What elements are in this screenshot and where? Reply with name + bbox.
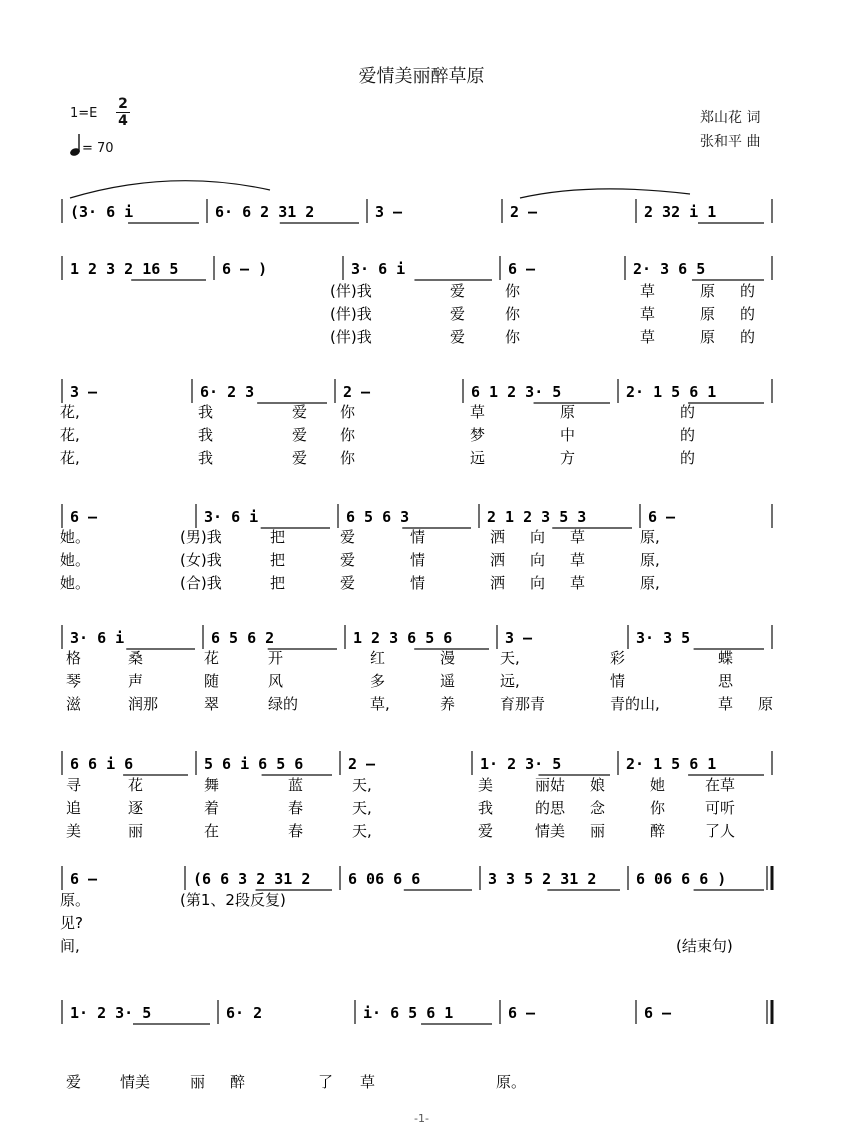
lyric-word: 红 xyxy=(370,649,386,667)
lyric-word: 草 xyxy=(470,403,486,421)
lyric-word: 洒 xyxy=(490,551,506,569)
lyric-word: 草, xyxy=(370,695,390,713)
lyric-word: 草 xyxy=(570,574,586,592)
lyric-word: 情美 xyxy=(535,822,566,840)
lyricist-credit: 郑山花 词 xyxy=(700,110,761,126)
lyric-word: 多 xyxy=(370,672,386,690)
lyric-word: 风 xyxy=(268,672,284,690)
measure-notes: 5 6 i 6 5 6 xyxy=(204,755,304,773)
lyric-word: (伴)我 xyxy=(330,282,372,300)
lyric-word: 原, xyxy=(640,551,660,569)
lyric-word: 原 xyxy=(758,695,774,713)
lyric-word: 漫 xyxy=(440,649,456,667)
lyric-word: 了 xyxy=(318,1073,334,1091)
lyric-word: 格 xyxy=(66,649,82,667)
lyric-word: 天, xyxy=(352,776,372,794)
lyric-word: 爱 xyxy=(450,305,466,323)
lyric-word: 间, xyxy=(60,937,80,955)
measure-notes: 2 – xyxy=(348,755,376,773)
lyric-word: 美 xyxy=(66,822,82,840)
lyric-word: (结束句) xyxy=(676,937,733,955)
lyric-word: 情 xyxy=(610,672,626,690)
measure-notes: 6 – ) xyxy=(222,260,268,278)
measure-notes: i· 6 5 6 1 xyxy=(363,1004,454,1022)
lyric-word: 情 xyxy=(410,574,426,592)
lyric-word: 爱 xyxy=(450,282,466,300)
measure-notes: 6· 6 2 31 2 xyxy=(215,203,315,221)
measure-notes: 2 – xyxy=(343,383,371,401)
lyric-word: 梦 xyxy=(470,426,486,444)
measure-notes: 2 1 2 3 5 3 xyxy=(487,508,587,526)
lyric-word: 她。 xyxy=(60,551,91,569)
lyric-word: 你 xyxy=(505,282,521,300)
lyric-word: 丽 xyxy=(590,822,606,840)
lyric-word: 花 xyxy=(204,649,220,667)
lyric-word: 向 xyxy=(530,574,546,592)
lyric-word: 春 xyxy=(288,799,304,817)
slur-arc xyxy=(520,189,690,198)
lyric-word: 草 xyxy=(640,328,656,346)
lyric-word: 洒 xyxy=(490,574,506,592)
lyric-word: 绿的 xyxy=(268,695,299,713)
lyric-word: 随 xyxy=(204,672,220,690)
lyric-word: 情美 xyxy=(120,1073,151,1091)
lyric-word: 洒 xyxy=(490,528,506,546)
lyric-word: 你 xyxy=(340,403,356,421)
lyric-word: 把 xyxy=(270,528,286,546)
measure-notes: 6 – xyxy=(70,508,98,526)
measure-notes: 6 – xyxy=(648,508,676,526)
measure-notes: 6 – xyxy=(70,870,98,888)
lyric-word: 天, xyxy=(352,822,372,840)
lyric-word: 草 xyxy=(640,282,656,300)
measure-notes: 6 5 6 2 xyxy=(211,629,275,647)
lyric-word: 养 xyxy=(440,695,456,713)
measure-notes: 3· 6 i xyxy=(70,629,125,647)
lyric-word: 的 xyxy=(740,282,756,300)
lyric-word: 我 xyxy=(198,449,214,467)
lyric-word: 原。 xyxy=(496,1073,527,1091)
lyric-word: 的 xyxy=(680,403,696,421)
lyric-word: 草 xyxy=(640,305,656,323)
measure-notes: (6 6 3 2 31 2 xyxy=(193,870,311,888)
time-signature-top: 2 xyxy=(118,96,128,112)
lyric-word: (合)我 xyxy=(180,574,222,592)
lyric-word: 蝶 xyxy=(718,649,734,667)
lyric-word: 醉 xyxy=(650,822,666,840)
lyric-word: 情 xyxy=(410,528,426,546)
lyric-word: 原, xyxy=(640,574,660,592)
measure-notes: 3 – xyxy=(505,629,533,647)
lyric-word: 草 xyxy=(570,551,586,569)
time-signature-bottom: 4 xyxy=(118,113,128,129)
measure-notes: 2· 1 5 6 1 xyxy=(626,383,717,401)
measure-notes: 3 3 5 2 31 2 xyxy=(488,870,597,888)
measure-notes: (3· 6 i xyxy=(70,203,134,221)
lyric-word: 娘 xyxy=(590,776,606,794)
lyric-word: 爱 xyxy=(340,574,356,592)
composer-credit: 张和平 曲 xyxy=(700,134,761,150)
lyric-word: 天, xyxy=(500,649,520,667)
lyric-word: 爱 xyxy=(340,528,356,546)
lyric-word: 向 xyxy=(530,528,546,546)
lyric-word: 春 xyxy=(288,822,304,840)
lyric-word: 醉 xyxy=(230,1073,246,1091)
measure-notes: 1 2 3 2 16 5 xyxy=(70,260,179,278)
lyric-word: 你 xyxy=(340,426,356,444)
lyric-word: 我 xyxy=(198,426,214,444)
measure-notes: 2· 3 6 5 xyxy=(633,260,706,278)
lyric-word: 爱 xyxy=(292,449,308,467)
lyric-word: 花, xyxy=(60,449,80,467)
measure-notes: 3 – xyxy=(70,383,98,401)
measure-notes: 6 – xyxy=(644,1004,672,1022)
lyric-word: (第1、2段反复) xyxy=(180,891,286,909)
lyric-word: 原 xyxy=(700,305,716,323)
measure-notes: 6· 2 3 xyxy=(200,383,255,401)
lyric-word: (伴)我 xyxy=(330,305,372,323)
lyric-word: 桑 xyxy=(128,649,144,667)
key-signature: 1=E xyxy=(70,106,98,121)
lyric-word: 她。 xyxy=(60,528,91,546)
lyric-word: (伴)我 xyxy=(330,328,372,346)
lyric-word: 着 xyxy=(204,799,220,817)
measure-notes: 2· 1 5 6 1 xyxy=(626,755,717,773)
lyric-word: 爱 xyxy=(340,551,356,569)
lyric-word: 滋 xyxy=(66,695,82,713)
lyric-word: 原 xyxy=(700,282,716,300)
lyric-word: 寻 xyxy=(66,776,82,794)
lyric-word: 花 xyxy=(128,776,144,794)
measure-notes: 1· 2 3· 5 xyxy=(480,755,562,773)
lyric-word: 美 xyxy=(478,776,494,794)
lyric-word: 彩 xyxy=(610,649,626,667)
lyric-word: 花, xyxy=(60,426,80,444)
lyric-word: 爱 xyxy=(292,426,308,444)
lyric-word: 的 xyxy=(680,426,696,444)
lyric-word: 草 xyxy=(718,695,734,713)
lyric-word: 把 xyxy=(270,574,286,592)
lyric-word: 了人 xyxy=(705,822,736,840)
lyric-word: 在草 xyxy=(705,776,736,794)
lyric-word: 见? xyxy=(60,914,83,932)
lyric-word: 声 xyxy=(128,672,144,690)
lyric-word: 青的山, xyxy=(610,695,660,713)
measure-notes: 6 06 6 6 xyxy=(348,870,421,888)
lyric-word: 丽姑 xyxy=(535,776,566,794)
lyric-word: 我 xyxy=(478,799,494,817)
lyric-word: (男)我 xyxy=(180,528,222,546)
lyric-word: 你 xyxy=(505,328,521,346)
measure-notes: 6 06 6 6 ) xyxy=(636,870,727,888)
lyric-word: 育那青 xyxy=(500,695,546,713)
lyric-word: 草 xyxy=(570,528,586,546)
lyric-word: 爱 xyxy=(66,1073,82,1091)
lyric-word: 的 xyxy=(680,449,696,467)
measure-notes: 2 32 i 1 xyxy=(644,203,717,221)
measure-notes: 6 5 6 3 xyxy=(346,508,410,526)
lyric-word: 蓝 xyxy=(288,776,304,794)
lyric-word: 琴 xyxy=(66,672,82,690)
lyric-word: 她 xyxy=(650,776,666,794)
measure-notes: 3· 6 i xyxy=(351,260,406,278)
lyric-word: 你 xyxy=(505,305,521,323)
measure-notes: 1 2 3 6 5 6 xyxy=(353,629,453,647)
lyric-word: 情 xyxy=(410,551,426,569)
lyric-word: 远, xyxy=(500,672,520,690)
lyric-word: 开 xyxy=(268,649,284,667)
lyric-word: 念 xyxy=(590,799,606,817)
lyric-word: 润那 xyxy=(128,695,159,713)
measure-notes: 6 – xyxy=(508,260,536,278)
lyric-word: 在 xyxy=(204,822,220,840)
lyric-word: 的思 xyxy=(535,799,566,817)
measure-notes: 6 6 i 6 xyxy=(70,755,134,773)
lyric-word: 可听 xyxy=(705,799,736,817)
lyric-word: 向 xyxy=(530,551,546,569)
lyric-word: 爱 xyxy=(450,328,466,346)
measure-notes: 3· 3 5 xyxy=(636,629,691,647)
lyric-word: 翠 xyxy=(204,695,220,713)
measure-notes: 6 1 2 3· 5 xyxy=(471,383,562,401)
lyric-word: 方 xyxy=(560,449,576,467)
song-title: 爱情美丽醉草原 xyxy=(358,66,485,87)
lyric-word: 把 xyxy=(270,551,286,569)
measure-notes: 1· 2 3· 5 xyxy=(70,1004,152,1022)
page-number: -1- xyxy=(414,1112,429,1125)
lyric-word: 你 xyxy=(650,799,666,817)
lyric-word: 丽 xyxy=(128,822,144,840)
measure-notes: 2 – xyxy=(510,203,538,221)
measure-notes: 3 – xyxy=(375,203,403,221)
lyric-word: 远 xyxy=(470,449,486,467)
lyric-word: (女)我 xyxy=(180,551,222,569)
lyric-word: 我 xyxy=(198,403,214,421)
lyric-word: 草 xyxy=(360,1073,376,1091)
lyric-word: 原。 xyxy=(60,891,91,909)
lyric-word: 追 xyxy=(66,799,82,817)
lyric-word: 花, xyxy=(60,403,80,421)
lyric-word: 原, xyxy=(640,528,660,546)
measure-notes: 6· 2 xyxy=(226,1004,263,1022)
lyric-word: 逐 xyxy=(128,799,144,817)
lyric-word: 原 xyxy=(560,403,576,421)
lyric-word: 中 xyxy=(560,426,576,444)
slur-arc xyxy=(70,181,270,198)
lyric-word: 思 xyxy=(718,672,734,690)
lyric-word: 原 xyxy=(700,328,716,346)
lyric-word: 的 xyxy=(740,305,756,323)
lyric-word: 舞 xyxy=(204,776,220,794)
lyric-word: 遥 xyxy=(440,672,456,690)
measure-notes: 3· 6 i xyxy=(204,508,259,526)
measure-notes: 6 – xyxy=(508,1004,536,1022)
lyric-word: 天, xyxy=(352,799,372,817)
lyric-word: 的 xyxy=(740,328,756,346)
lyric-word: 爱 xyxy=(478,822,494,840)
tempo-marking: = 70 xyxy=(82,141,114,156)
lyric-word: 她。 xyxy=(60,574,91,592)
lyric-word: 丽 xyxy=(190,1073,206,1091)
lyric-word: 爱 xyxy=(292,403,308,421)
lyric-word: 你 xyxy=(340,449,356,467)
